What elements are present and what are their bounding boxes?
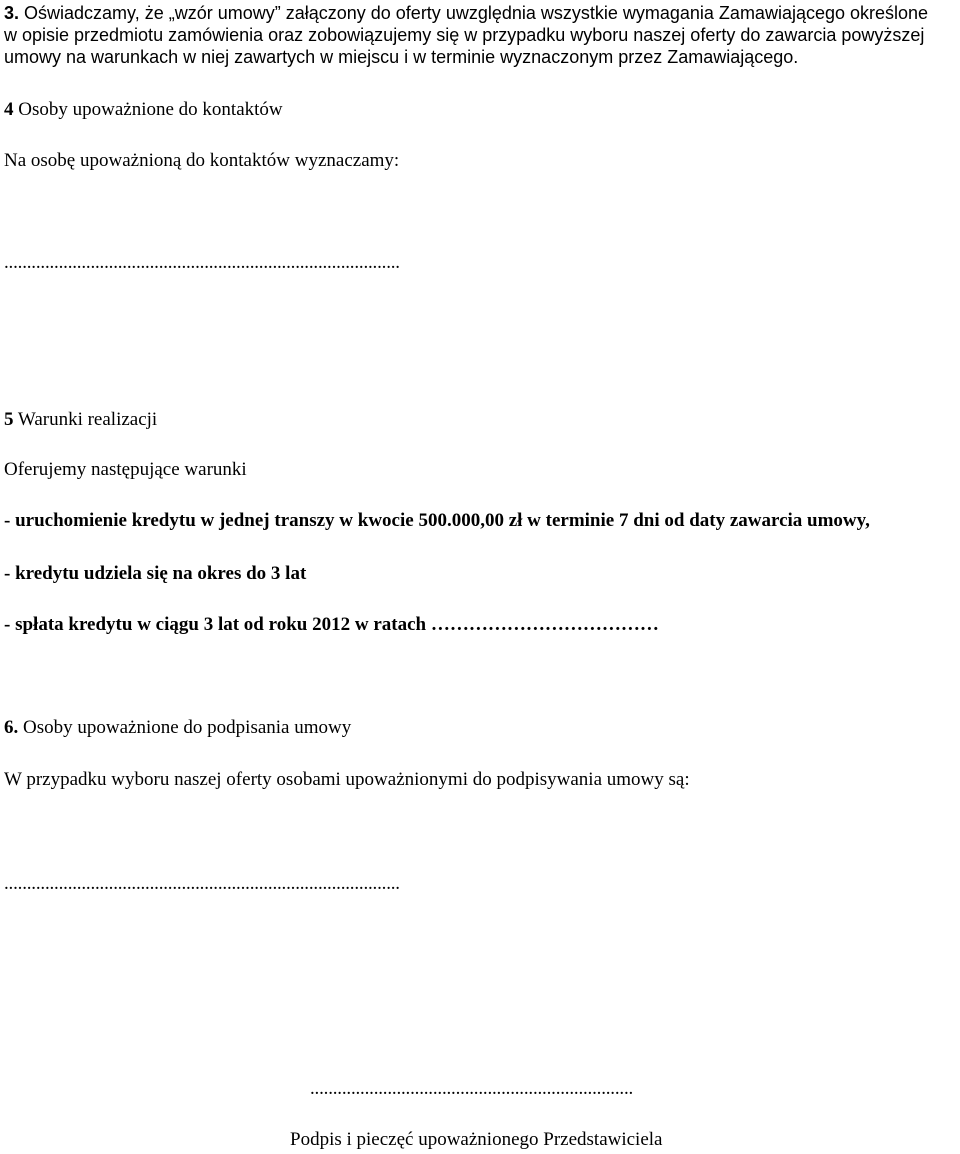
section3-line2: w opisie przedmiotu zamówienia oraz zobowiązujemy się w przypadku wyboru naszej oferty do zawarcia powyższej <box>4 25 925 45</box>
section5-condition-2: - kredytu udziela się na okres do 3 lat <box>4 563 307 584</box>
signature-dotted-line: ....................................................................... <box>310 1078 634 1099</box>
section6-number: 6. <box>4 717 19 738</box>
section3-number: 3. <box>4 3 20 23</box>
section3-line3: umowy na warunkach w niej zawartych w miejscu i w terminie wyznaczonym przez Zamawiającego. <box>4 47 799 67</box>
section4-number: 4 <box>4 99 14 120</box>
section4-heading <box>4 99 283 121</box>
section5-intro: Oferujemy następujące warunki <box>4 459 247 480</box>
section6-signatories-dotted-line: ....................................................................................... <box>4 873 400 894</box>
section4-contact-dotted-line: ....................................................................................... <box>4 252 400 273</box>
section5-number: 5 <box>4 409 14 430</box>
signature-caption: Podpis i pieczęć upoważnionego Przedstawiciela <box>290 1129 663 1150</box>
section5-heading <box>4 409 157 431</box>
section5-condition-1: - uruchomienie kredytu w jednej transzy w kwocie 500.000,00 zł w terminie 7 dni od daty zawarcia umowy, <box>4 510 870 531</box>
section3-line1 <box>4 2 928 24</box>
section6-title: Osoby upoważnione do podpisania umowy <box>18 717 352 738</box>
section4-title: Osoby upoważnione do kontaktów <box>13 99 283 120</box>
section4-intro: Na osobę upoważnioną do kontaktów wyznaczamy: <box>4 150 400 171</box>
section3-line1-text: Oświadczamy, że „wzór umowy” załączony do oferty uwzględnia wszystkie wymagania Zamawiającego określone <box>19 3 929 23</box>
section5-title: Warunki realizacji <box>13 409 158 430</box>
section5-condition-3: - spłata kredytu w ciągu 3 lat od roku 2012 w ratach ……………………………… <box>4 614 659 635</box>
section6-heading <box>4 717 351 739</box>
section6-intro: W przypadku wyboru naszej oferty osobami upoważnionymi do podpisywania umowy są: <box>4 769 690 790</box>
